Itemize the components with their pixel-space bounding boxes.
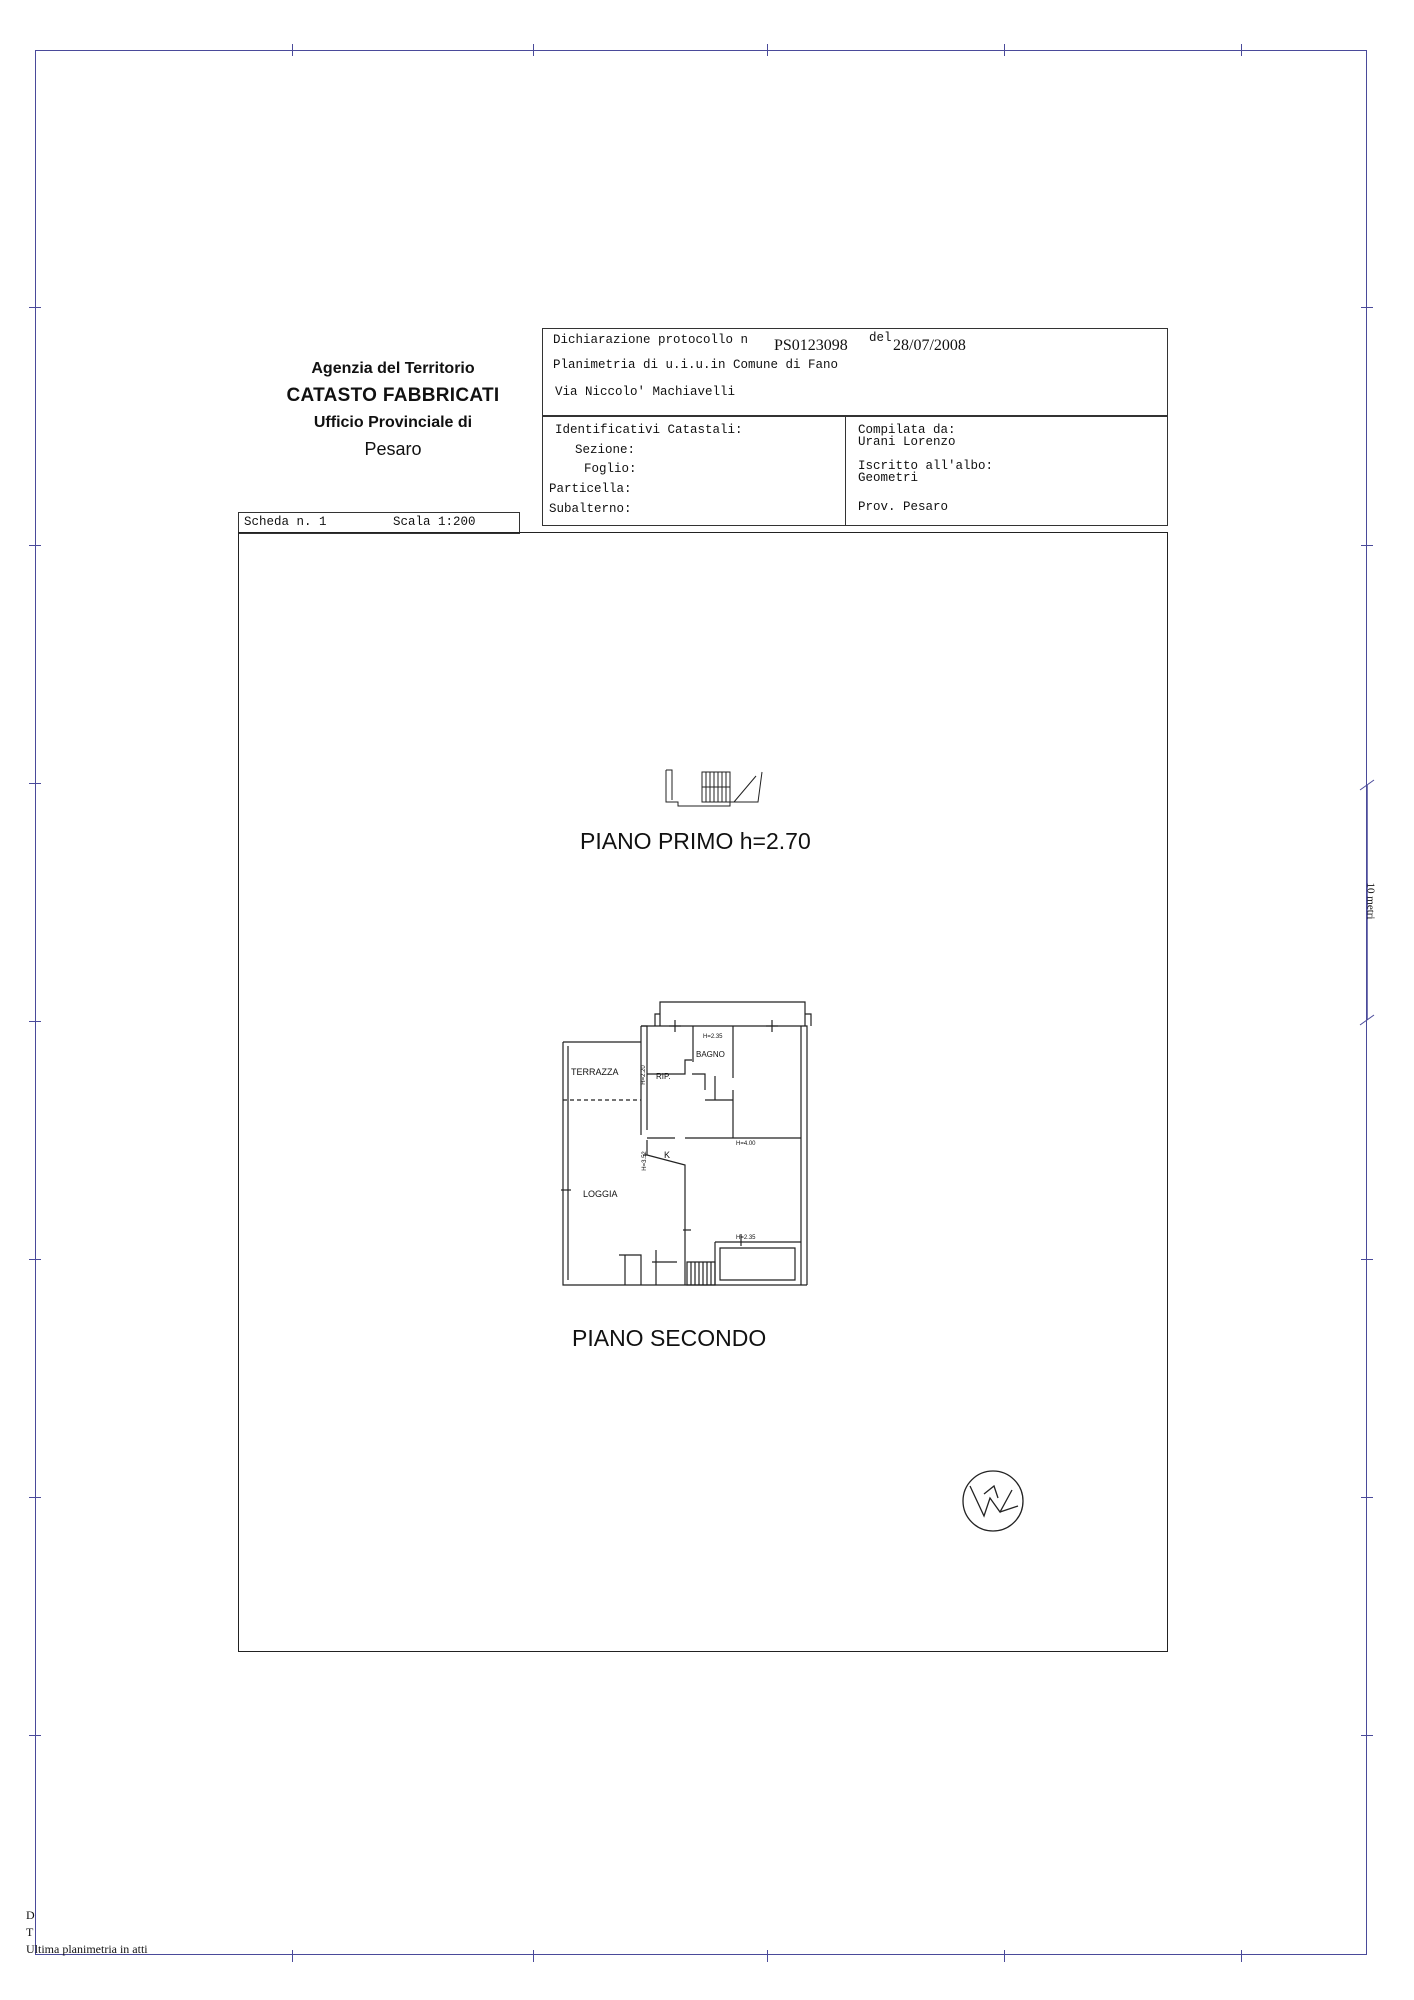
room-terrazza: TERRAZZA <box>571 1067 619 1077</box>
frame-tick <box>767 44 768 56</box>
particella-label: Particella: <box>549 482 632 496</box>
room-bagno: BAGNO <box>696 1050 725 1059</box>
piano-secondo-label: PIANO SECONDO <box>572 1325 767 1351</box>
height-rip: H=2.20 <box>640 1065 647 1085</box>
frame-tick <box>533 44 534 56</box>
frame-tick <box>29 1497 41 1498</box>
piano-primo-label: PIANO PRIMO h=2.70 <box>580 828 811 854</box>
frame-tick <box>292 1950 293 1962</box>
ufficio-label: Ufficio Provinciale di <box>313 414 473 431</box>
frame-tick <box>29 1021 41 1022</box>
frame-tick <box>1361 1259 1373 1260</box>
frame-tick <box>767 1950 768 1962</box>
foglio-label: Foglio: <box>584 462 637 476</box>
iscritto-value: Geometri <box>858 471 919 485</box>
identificativi-label: Identificativi Catastali: <box>555 423 743 437</box>
footer-note: Ultima planimetria in atti <box>26 1942 148 1956</box>
frame-tick <box>1004 44 1005 56</box>
compilata-label: Compilata da: <box>858 423 956 437</box>
room-loggia: LOGGIA <box>583 1189 618 1199</box>
agency-name: Agenzia del Territorio <box>311 360 475 377</box>
frame-tick <box>1241 1950 1242 1962</box>
frame-tick <box>292 44 293 56</box>
piano-secondo-plan <box>555 990 815 1290</box>
iscritto-label: Iscritto all'albo: <box>858 459 994 473</box>
height-side: H=3.52 <box>641 1151 648 1171</box>
frame-tick <box>1361 1735 1373 1736</box>
ufficio-city: Pesaro <box>364 439 422 459</box>
frame-tick <box>1361 307 1373 308</box>
protocol-number: PS0123098 <box>774 337 848 354</box>
north-arrow-icon <box>960 1468 1026 1534</box>
catasto-title: CATASTO FABBRICATI <box>286 385 500 406</box>
subalterno-label: Subalterno: <box>549 502 632 516</box>
planimetria-label: Planimetria di u.i.u.in Comune di Fano <box>553 358 839 372</box>
protocol-date: 28/07/2008 <box>893 337 966 354</box>
prov-label: Prov. Pesaro <box>858 500 949 514</box>
frame-tick <box>29 1259 41 1260</box>
frame-tick <box>29 783 41 784</box>
scale-bar-label: 10 metri <box>1364 882 1377 920</box>
frame-tick <box>533 1950 534 1962</box>
frame-tick <box>1361 545 1373 546</box>
scale-label: Scala 1:200 <box>393 515 476 529</box>
del-label: del <box>869 331 892 345</box>
address: Via Niccolo' Machiavelli <box>555 385 736 399</box>
piano-primo-plan <box>660 762 770 812</box>
frame-tick <box>29 1735 41 1736</box>
scheda-label: Scheda n. 1 <box>244 515 327 529</box>
dichiarazione-label: Dichiarazione protocollo n <box>553 333 749 347</box>
agency-block <box>248 360 538 460</box>
height-bagno: H=2.35 <box>703 1034 723 1040</box>
room-rip: RIP. <box>656 1072 671 1081</box>
footer-t: T <box>26 1925 34 1939</box>
frame-tick <box>29 545 41 546</box>
height-bottom: H=2.35 <box>736 1235 756 1241</box>
frame-tick <box>29 307 41 308</box>
sezione-label: Sezione: <box>575 443 636 457</box>
frame-tick <box>1241 44 1242 56</box>
compilata-name: Urani Lorenzo <box>858 435 956 449</box>
height-k: H=4.00 <box>736 1141 756 1147</box>
room-k: K <box>664 1150 671 1160</box>
frame-tick <box>1361 1497 1373 1498</box>
frame-tick <box>1004 1950 1005 1962</box>
footer-d: D <box>26 1908 35 1922</box>
header-divider <box>845 416 846 526</box>
